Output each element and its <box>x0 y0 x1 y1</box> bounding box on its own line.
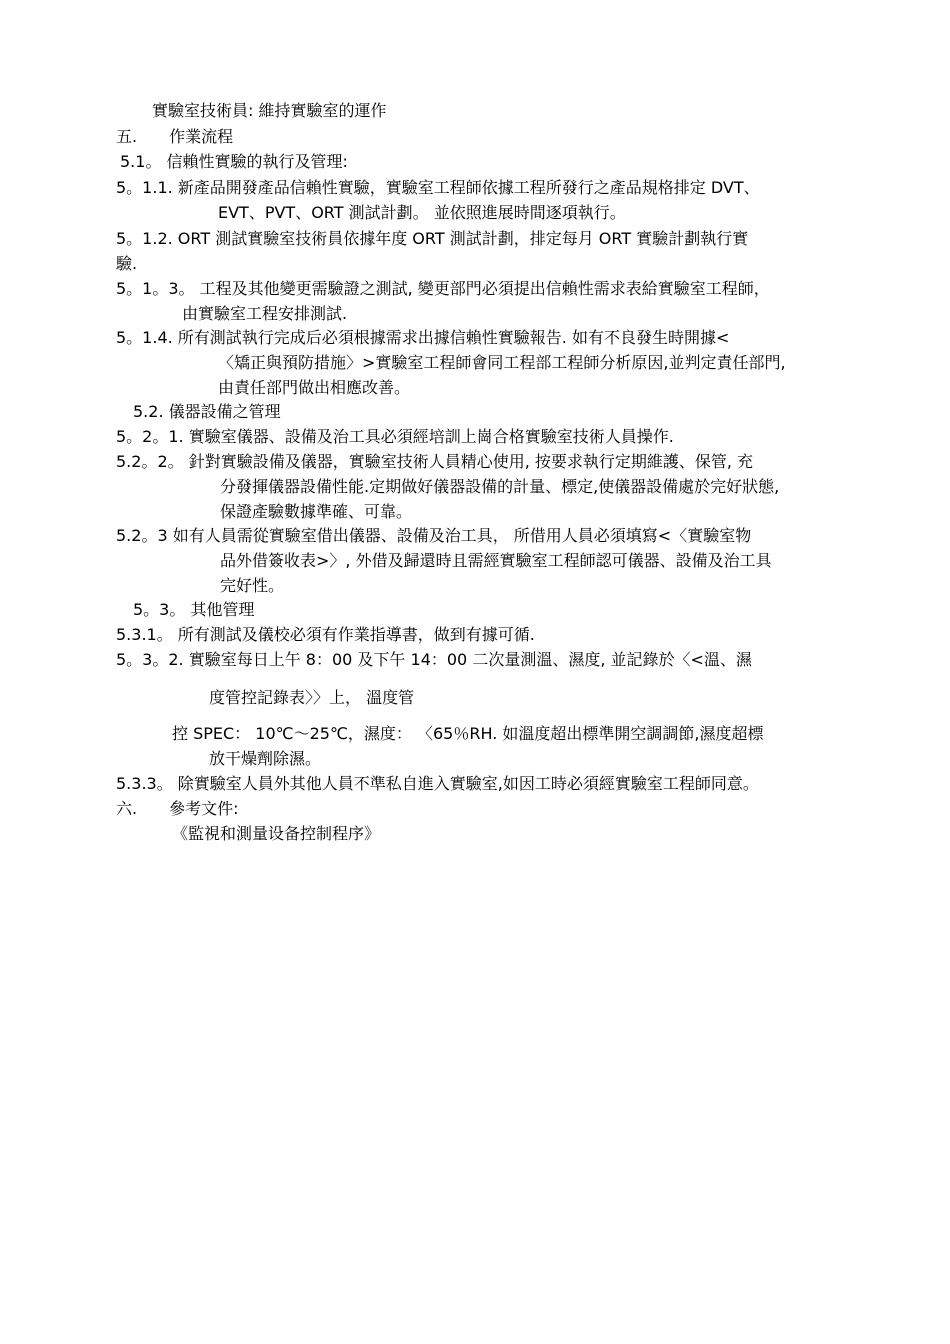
reference-document: 《監視和測量设备控制程序》 <box>172 824 381 843</box>
item-5-2-3: 5.2。3 如有人員需從實驗室借出儀器、設備及治工具， 所借用人員必須填寫<〈實驗室物 <box>116 526 752 545</box>
item-5-1-1-continued: EVT、PVT、ORT 測試計劃。 並依照進展時間逐項執行。 <box>218 203 626 222</box>
item-5-2-1: 5。2。1. 實驗室儀器、設備及治工具必須經培訓上崗合格實驗室技術人員操作. <box>116 427 674 446</box>
item-5-3-2-line-3: 控 SPEC： 10℃～25℃，濕度： 〈65％RH. 如溫度超出標準開空調調節,濕度超標 <box>172 724 764 743</box>
item-5-2-2: 5.2。2。 針對實驗設備及儀器，實驗室技術人員精心使用, 按要求執行定期維護、保管, 充 <box>116 452 754 471</box>
item-5-3-2-line-4: 放干燥劑除濕。 <box>209 749 322 768</box>
item-5-2-3-line-3: 完好性。 <box>220 576 285 595</box>
item-5-2-2-line-2: 分發揮儀器設備性能.定期做好儀器設備的計量、標定,使儀器設備處於完好狀態, <box>220 477 780 496</box>
item-5-2-3-line-2: 品外借簽收表>〉, 外借及歸還時且需經實驗室工程師認可儀器、設備及治工具 <box>220 551 772 570</box>
item-5-2-2-line-3: 保證產驗數據準確、可靠。 <box>220 502 413 521</box>
item-5-1-2: 5。1.2. ORT 測試實驗室技術員依據年度 ORT 測試計劃，排定每月 ORT 實驗計劃執行實 <box>116 229 749 248</box>
item-5-1-3-continued: 由實驗室工程安排測試. <box>182 304 348 323</box>
section-5-heading: 五. 作業流程 <box>116 127 234 146</box>
item-5-3-1: 5.3.1。 所有測試及儀校必須有作業指導書，做到有據可循. <box>116 625 535 644</box>
item-5-3-3: 5.3.3。 除實驗室人員外其他人員不準私自進入實驗室,如因工時必須經實驗室工程師同意。 <box>116 774 759 793</box>
item-5-1-4-line-3: 由責任部門做出相應改善。 <box>218 378 411 397</box>
item-5-1-4: 5。1.4. 所有測試執行完成后必須根據需求出據信賴性實驗報告. 如有不良發生時開據< <box>116 328 730 347</box>
section-5-3-heading: 5。3。 其他管理 <box>133 600 255 619</box>
item-5-1-3: 5。1。3。 工程及其他變更需驗證之測試, 變更部門必須提出信賴性需求表給實驗室工程師， <box>116 279 770 298</box>
role-line: 實驗室技術員: 維持實驗室的運作 <box>152 101 387 120</box>
item-5-1-2-continued: 驗. <box>116 254 138 273</box>
item-5-3-2: 5。3。2. 實驗室每日上午 8：00 及下午 14：00 二次量測溫、濕度, 並記錄於〈<溫、濕 <box>116 650 752 669</box>
section-5-1-heading: 5.1。 信賴性實驗的執行及管理: <box>120 152 348 171</box>
item-5-3-2-line-2: 度管控記錄表〉〉上， 溫度管 <box>209 688 415 707</box>
section-5-2-heading: 5.2. 儀器設備之管理 <box>133 402 281 421</box>
item-5-1-1: 5。1.1. 新產品開發產品信賴性實驗，實驗室工程師依據工程所發行之產品規格排定 DVT、 <box>116 178 760 197</box>
section-6-heading: 六. 參考文件: <box>116 799 239 818</box>
item-5-1-4-line-2: 〈矯正與預防措施〉>實驗室工程師會同工程部工程師分析原因,並判定責任部門, <box>218 353 786 372</box>
